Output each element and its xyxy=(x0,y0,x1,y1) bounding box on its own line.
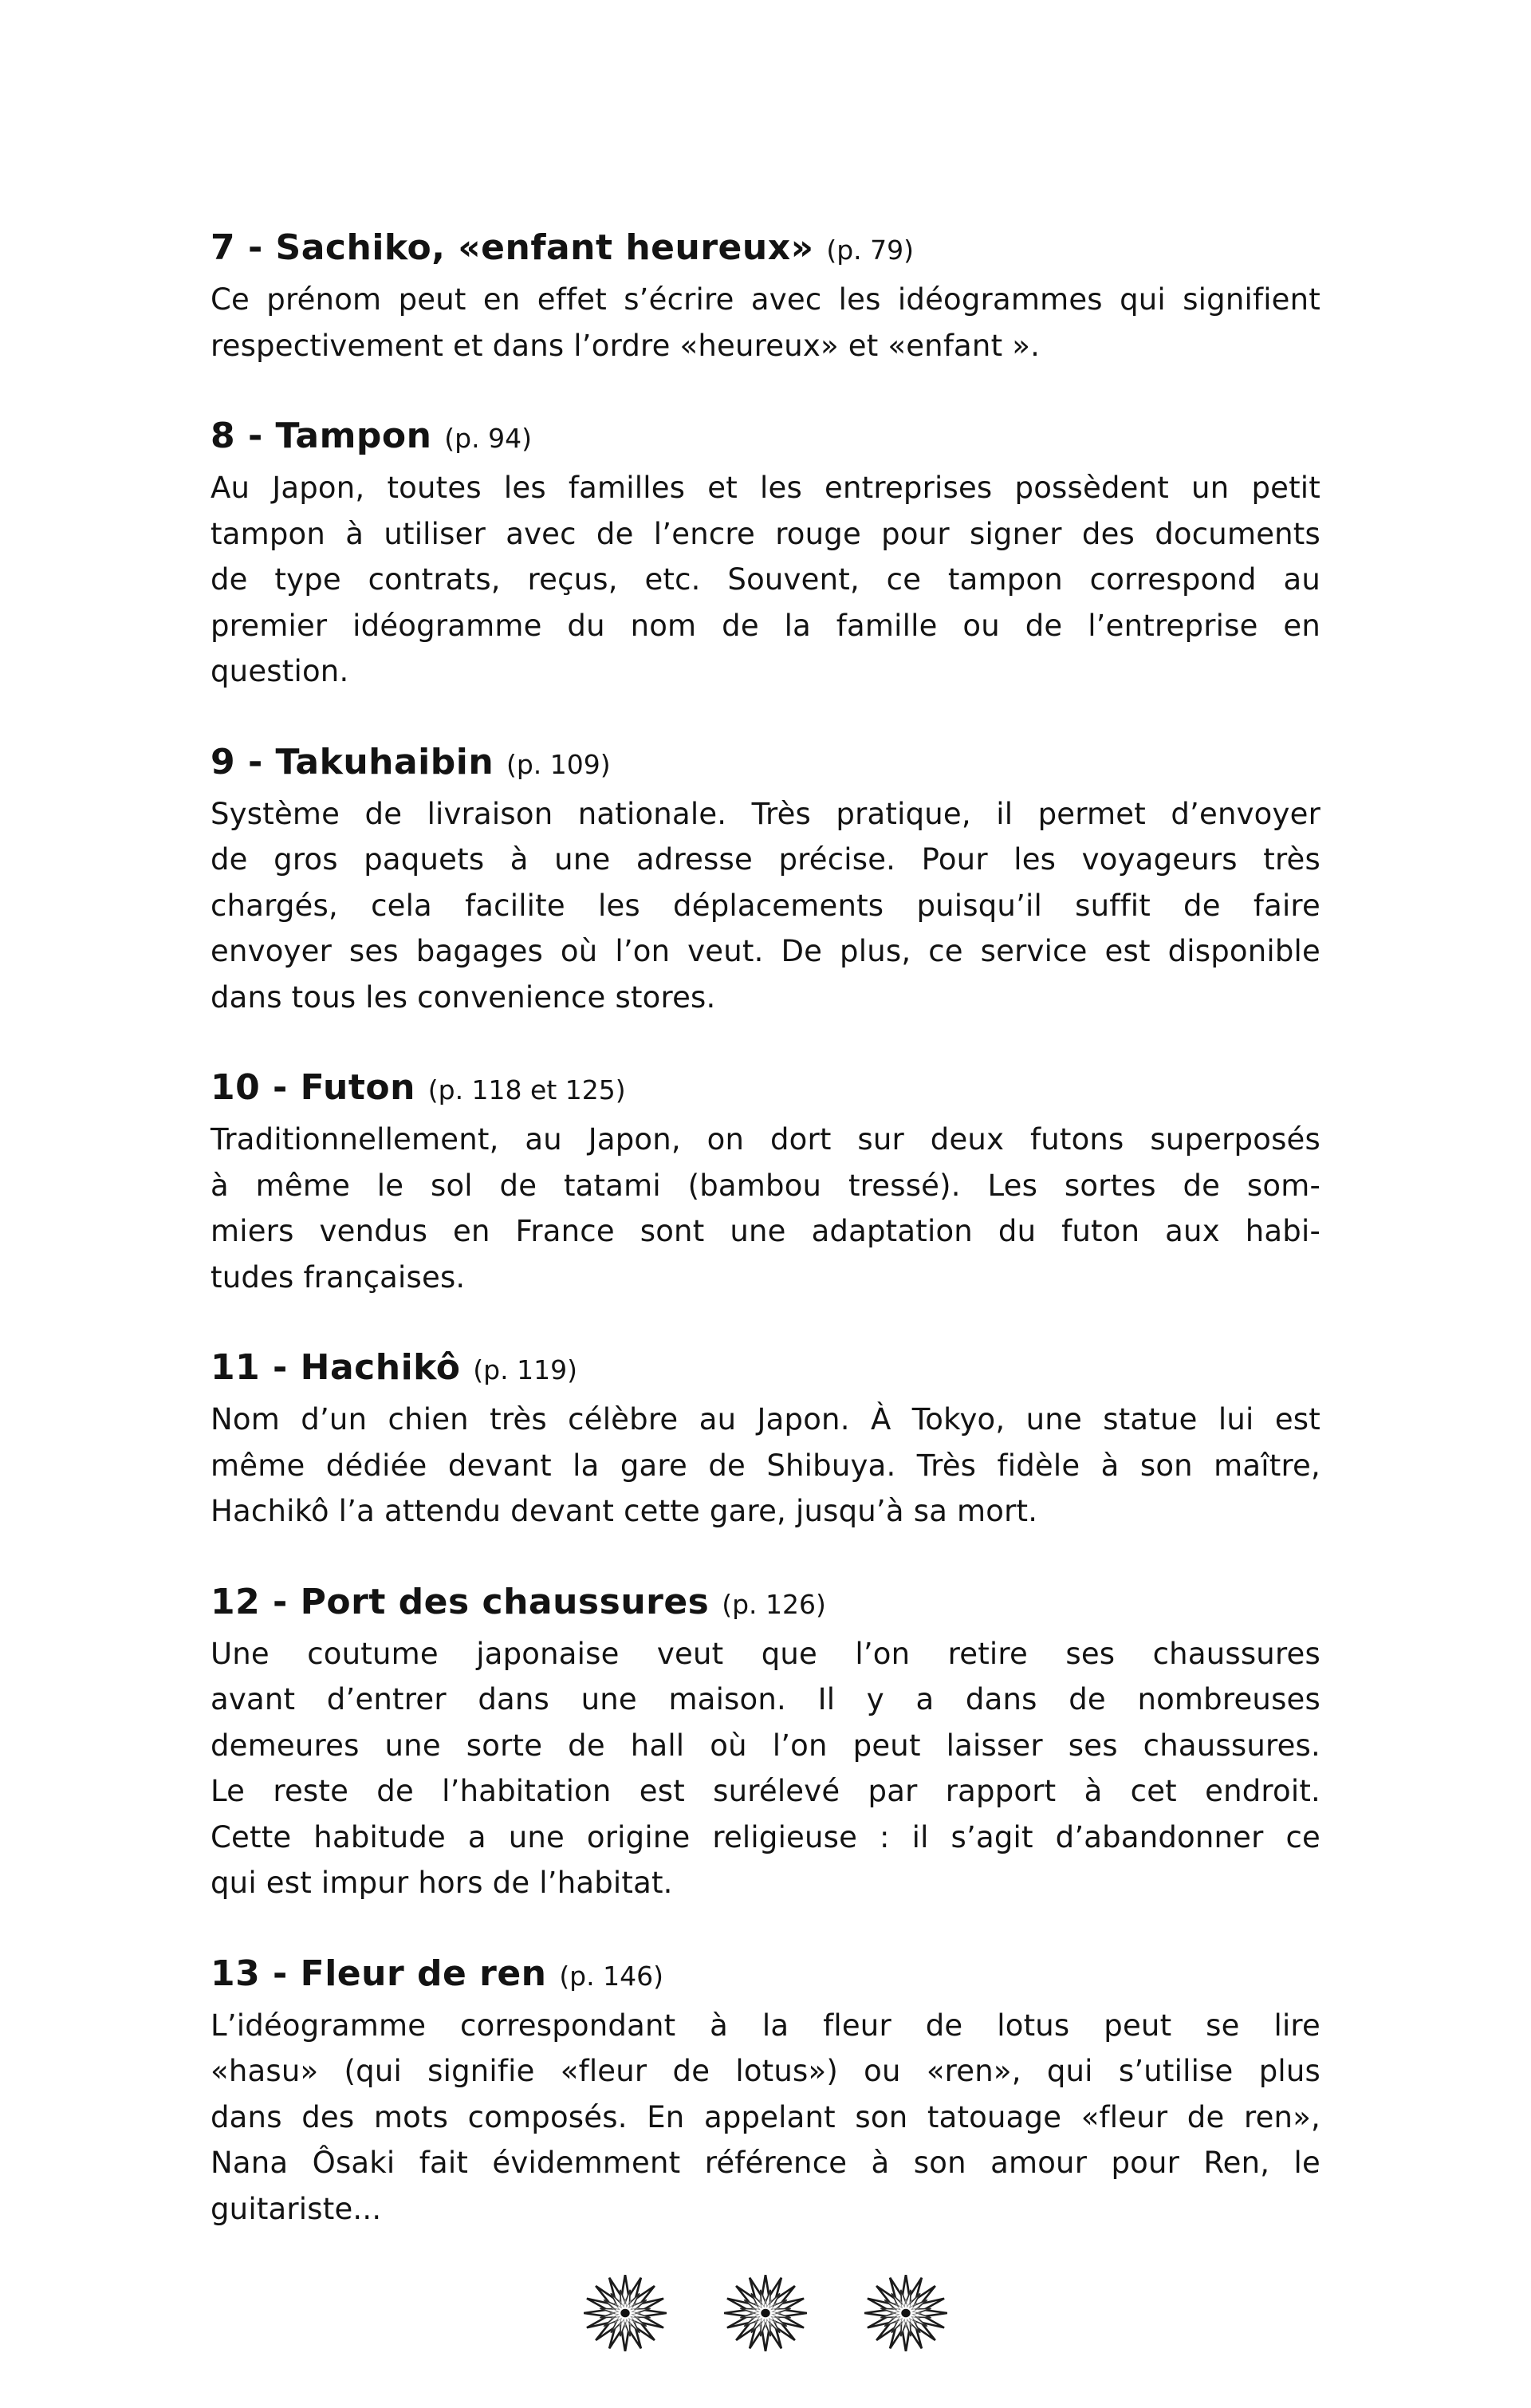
entry-title: Port des chaussures xyxy=(300,1581,710,1622)
entry-number: 11 xyxy=(211,1347,261,1388)
glossary-entry xyxy=(211,738,1320,1021)
body-line: même dédiée devant la gare de Shibuya. Très fidèle à son maître, xyxy=(211,1448,1320,1483)
entry-title: Takuhaibin xyxy=(275,741,494,782)
entry-number: 9 xyxy=(211,741,236,782)
entry-page-ref: (p. 119) xyxy=(473,1354,577,1385)
body-line: Ce prénom peut en effet s’écrire avec les idéogrammes qui signifient xyxy=(211,282,1320,317)
body-line: Nana Ôsaki fait évidemment référence à son amour pour Ren, le xyxy=(211,2146,1320,2180)
heading-separator: - xyxy=(260,1953,301,1994)
body-line: «hasu» (qui signifie «fleur de lotus») ou «ren», qui s’utilise plus xyxy=(211,2054,1320,2088)
flower-ornament-icon xyxy=(864,2275,947,2351)
body-line: avant d’entrer dans une maison. Il y a dans de nombreuses xyxy=(211,1682,1320,1716)
body-line: premier idéogramme du nom de la famille ou de l’entreprise en xyxy=(211,608,1320,643)
entry-title: Tampon xyxy=(275,416,432,456)
entry-page-ref: (p. 118 et 125) xyxy=(427,1074,626,1105)
entry-number: 12 xyxy=(211,1581,261,1622)
entry-number: 7 xyxy=(211,227,236,268)
glossary-entry xyxy=(211,1578,1320,1906)
ornament-row xyxy=(211,2275,1320,2351)
body-line: Une coutume japonaise veut que l’on retire ses chaussures xyxy=(211,1636,1320,1671)
body-line: de gros paquets à une adresse précise. Pour les voyageurs très xyxy=(211,842,1320,877)
entry-heading xyxy=(211,1063,1320,1115)
body-line: demeures une sorte de hall où l’on peut laisser ses chaussures. xyxy=(211,1728,1320,1763)
body-line: miers vendus en France sont une adaptation du futon aux habi- xyxy=(211,1214,1320,1248)
body-line: L’idéogramme correspondant à la fleur de lotus peut se lire xyxy=(211,2008,1320,2043)
glossary-entry xyxy=(211,223,1320,368)
flower-ornament-icon xyxy=(584,2275,667,2351)
entry-title: Futon xyxy=(300,1067,415,1108)
glossary-entry xyxy=(211,1343,1320,1535)
entry-heading xyxy=(211,1343,1320,1395)
entry-heading xyxy=(211,412,1320,463)
heading-separator: - xyxy=(235,227,276,268)
heading-separator: - xyxy=(235,741,276,782)
body-line: dans tous les convenience stores. xyxy=(211,979,716,1015)
body-line: guitariste... xyxy=(211,2191,382,2226)
entry-page-ref: (p. 146) xyxy=(559,1960,663,1992)
body-line: Traditionnellement, au Japon, on dort sur deux futons superposés xyxy=(211,1122,1320,1157)
entry-heading xyxy=(211,1949,1320,2001)
glossary-sections xyxy=(211,223,1320,2232)
entry-heading xyxy=(211,1578,1320,1630)
body-line: Cette habitude a une origine religieuse : il s’agit d’abandonner ce xyxy=(211,1819,1320,1854)
body-line: Le reste de l’habitation est surélevé par rapport à cet endroit. xyxy=(211,1774,1320,1808)
entry-heading xyxy=(211,223,1320,275)
heading-separator: - xyxy=(260,1581,301,1622)
entry-number: 8 xyxy=(211,416,236,456)
body-line: Nom d’un chien très célèbre au Japon. À Tokyo, une statue lui est xyxy=(211,1402,1320,1437)
entry-title: Fleur de ren xyxy=(300,1953,547,1994)
glossary-entry xyxy=(211,1949,1320,2233)
entry-page-ref: (p. 94) xyxy=(444,423,532,454)
entry-title: Hachikô xyxy=(300,1347,461,1388)
body-line: Au Japon, toutes les familles et les entreprises possèdent un petit xyxy=(211,471,1320,505)
entry-title: Sachiko, «enfant heureux» xyxy=(275,227,814,268)
body-line: chargés, cela facilite les déplacements puisqu’il suffit de faire xyxy=(211,888,1320,923)
entry-number: 10 xyxy=(211,1067,261,1108)
body-line: question. xyxy=(211,654,349,688)
body-line: à même le sol de tatami (bambou tressé). Les sortes de som- xyxy=(211,1168,1320,1203)
body-line: respectivement et dans l’ordre «heureux» et «enfant ». xyxy=(211,328,1041,363)
entry-heading xyxy=(211,738,1320,790)
entry-page-ref: (p. 79) xyxy=(826,234,915,266)
body-line: dans des mots composés. En appelant son tatouage «fleur de ren», xyxy=(211,2099,1320,2134)
body-line: de type contrats, reçus, etc. Souvent, ce tampon correspond au xyxy=(211,562,1320,597)
body-line: tampon à utiliser avec de l’encre rouge pour signer des documents xyxy=(211,516,1320,551)
entry-page-ref: (p. 109) xyxy=(506,748,611,780)
flower-ornament-icon xyxy=(724,2275,807,2351)
body-line: envoyer ses bagages où l’on veut. De plus, ce service est disponible xyxy=(211,934,1320,968)
heading-separator: - xyxy=(260,1347,301,1388)
glossary-entry xyxy=(211,412,1320,695)
entry-number: 13 xyxy=(211,1953,261,1994)
body-line: Système de livraison nationale. Très pratique, il permet d’envoyer xyxy=(211,796,1320,831)
body-line: qui est impur hors de l’habitat. xyxy=(211,1866,673,1900)
body-line: Hachikô l’a attendu devant cette gare, jusqu’à sa mort. xyxy=(211,1494,1038,1528)
body-line: tudes françaises. xyxy=(211,1259,466,1295)
heading-separator: - xyxy=(235,416,276,456)
glossary-entry xyxy=(211,1063,1320,1300)
heading-separator: - xyxy=(260,1067,301,1108)
entry-page-ref: (p. 126) xyxy=(722,1588,826,1620)
